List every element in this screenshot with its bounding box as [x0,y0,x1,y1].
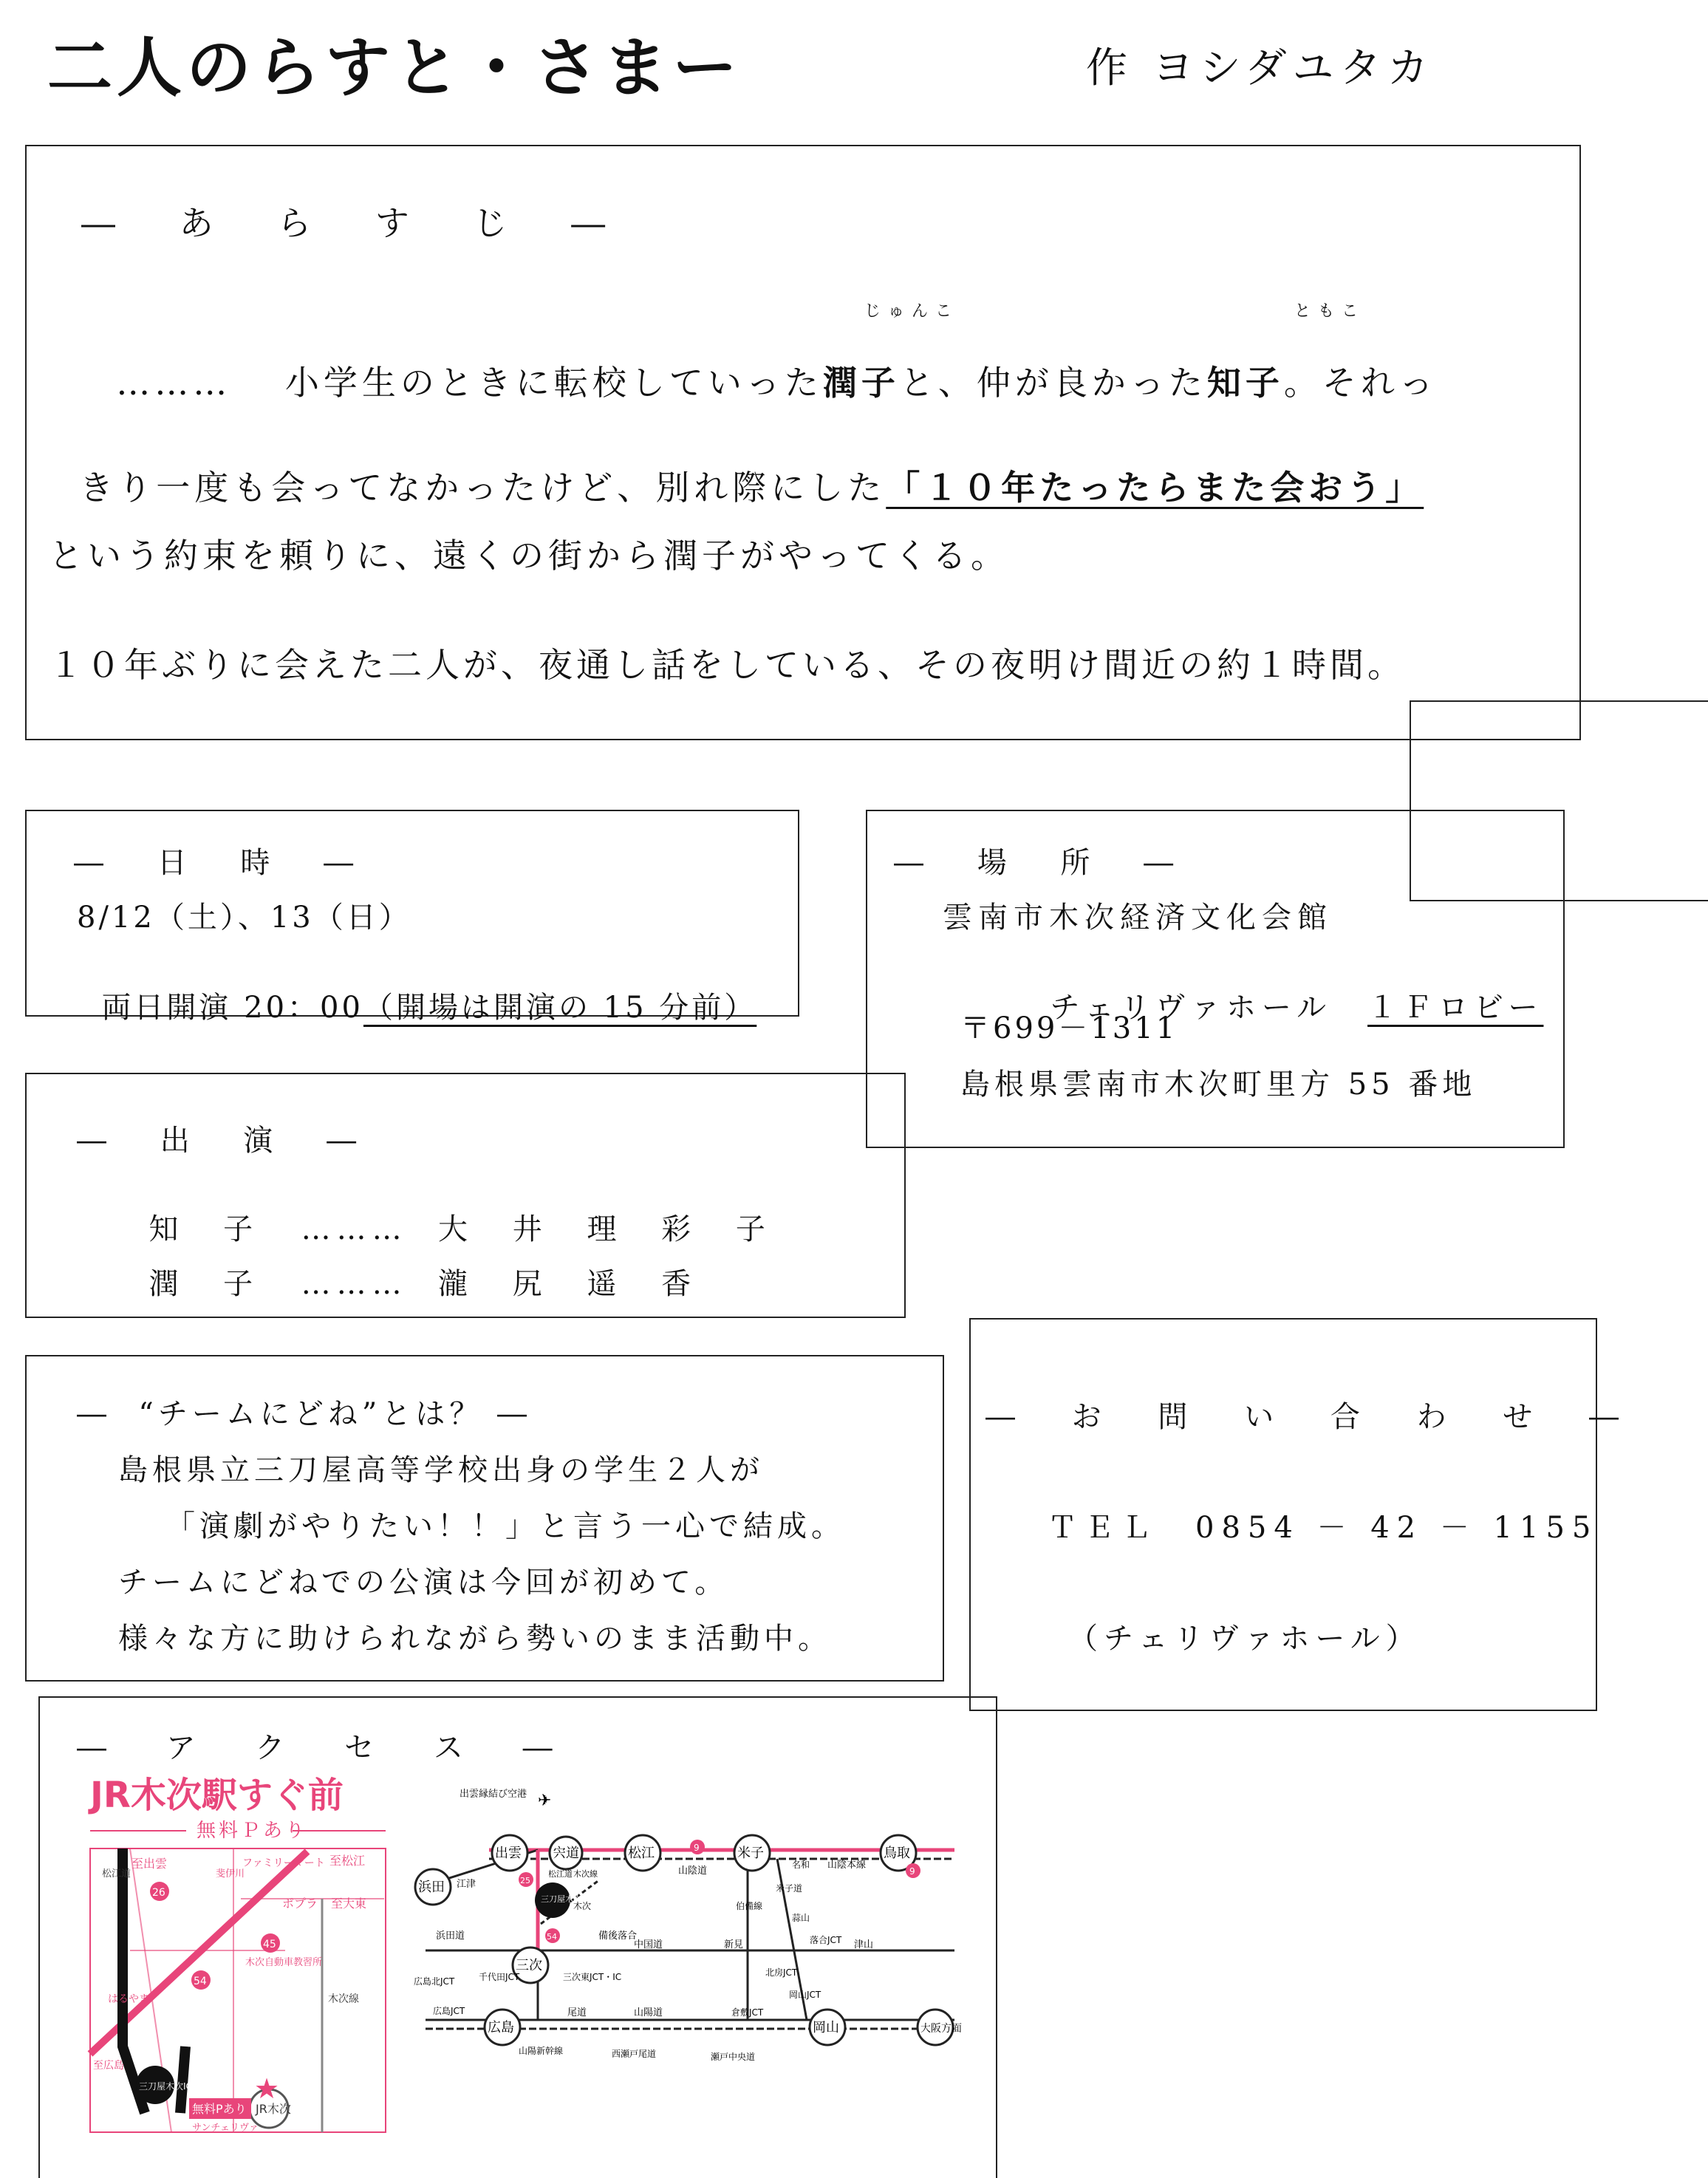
map-label: 斐伊川 [216,1868,245,1880]
synopsis-heading: ― あ ら す じ ― [81,203,632,243]
map-label: 江津 [457,1879,476,1890]
map-label: 米子道 [776,1883,803,1894]
map-label: 伯備線 [736,1901,763,1911]
dots: ……… [301,1212,408,1246]
map-label: 岡山JCT [789,1990,821,2000]
map-label: 至広島 [93,2060,124,2072]
venue-address: 島根県雲南市木次町里方 55 番地 [960,1068,1477,1102]
datetime-time [77,950,756,1026]
map-label: 木次線 [328,1993,359,2005]
contact-heading: ― お 問 い 合 わ せ ― [985,1400,1643,1434]
map-label: 北房JCT [765,1967,798,1978]
map-label: 木次自動車教習所 [245,1957,323,1968]
team-line: 島根県立三刀屋高等学校出身の学生２人が [118,1453,764,1487]
team-line: チームにどねでの公演は今回が初めて。 [118,1566,729,1600]
map-label: 三刀屋木次IC [139,2081,192,2092]
datetime-doors: （開場は開演の 15 分前） [363,991,757,1025]
map-label: 西瀬戸尾道 [612,2049,657,2059]
map-label: 倉敷JCT [731,2007,764,2018]
map-label: JR木次 [256,2102,291,2116]
venue-hall-name: チェリヴァホール [1050,991,1333,1025]
route-sign: 9 [694,1843,700,1853]
station-label: 三刀屋木次 [541,1894,581,1904]
map-label: 木次 [573,1901,592,1911]
cast-role: 知 子 [148,1212,271,1246]
map-label: 木次線 [573,1869,598,1879]
name-tomoko: 知子 [1206,363,1284,403]
map-label: 広島北JCT [414,1976,455,1987]
airplane-icon: ✈ [538,1792,552,1810]
synopsis-text-1c: 。それっ [1283,363,1438,403]
map-label: 尾道 [567,2007,587,2018]
synopsis-text-1a: 小学生のときに転校していった [284,363,823,403]
map-label: 中国道 [634,1939,663,1950]
page-title: 二人のらすと・さまー [47,30,742,106]
ruby-tomoko: ともこ [1294,302,1366,321]
station-label: 松江 [628,1846,655,1861]
datetime-date: 8/12（土）、13（日） [77,901,411,935]
route-sign: 25 [520,1876,530,1885]
station-label: 鳥取 [884,1846,910,1861]
map-label: 名和 [792,1860,810,1870]
datetime-heading: ― 日 時 ― [74,846,376,880]
map-label: 山陽新幹線 [519,2046,564,2056]
map-label: 無料Pあり [192,2102,247,2116]
map-label: 津山 [854,1939,874,1950]
map-label: 備後落合 [598,1930,638,1942]
map-label: ファミリーマート [242,1857,325,1869]
map-label: 落合JCT [810,1935,842,1945]
venue-heading: ― 場 所 ― [894,846,1196,880]
map-label: 出雲縁結び空港 [460,1789,527,1800]
contact-tel: ＴＥＬ 0854 － 42 － 1155 [1048,1511,1599,1545]
map-label: 浜田道 [436,1930,465,1942]
route-sign: 26 [152,1887,165,1899]
cast-actor: 瀧 尻 遥 香 [438,1267,709,1301]
route-sign: 54 [194,1976,207,1987]
venue-name: 雲南市木次経済文化会館 [943,901,1333,935]
cast-actor: 大 井 理 彩 子 [438,1212,783,1246]
map-label: 三次東JCT・IC [563,1972,622,1982]
map-label: 松江道 [102,1868,131,1880]
map-label: 蒜山 [792,1913,810,1923]
route-map [408,1776,969,2123]
local-map [86,1766,392,2135]
station-label: 岡山 [813,2020,839,2035]
map-label: ポプラ [282,1897,318,1911]
synopsis-text-2a: きり一度も会ってなかったけど、別れ際にした [79,468,887,508]
ruby-junko: じゅんこ [864,302,960,321]
station-label: 大阪方面 [920,2023,962,2035]
station-label: 出雲 [495,1846,522,1861]
station-label: 米子 [737,1846,764,1861]
map-banner: JR木次駅すぐ前 [90,1775,344,1816]
route-sign: 9 [909,1866,915,1877]
team-heading: ― “チームにどね”とは？ ― [77,1397,532,1431]
map-label: 瀬戸中央道 [711,2052,756,2062]
synopsis-line-4: １０年ぶりに会えた二人が、夜通し話をしている、その夜明け間近の約１時間。 [49,645,1405,685]
venue-floor: １Ｆロビー [1367,991,1544,1025]
map-label: 山陰道 [678,1865,708,1877]
map-label: 至大東 [331,1897,367,1911]
route-sign: 54 [547,1932,557,1942]
cast-row [118,1226,708,1303]
station-label: 宍道 [553,1846,579,1861]
cast-heading: ― 出 演 ― [77,1124,379,1158]
contact-note: （チェリヴァホール） [1068,1622,1421,1656]
name-junko: 潤子 [822,363,900,403]
map-label: 千代田JCT [479,1972,520,1982]
route-sign: 45 [263,1939,276,1950]
station-label: 三次 [516,1958,542,1973]
access-heading: ― ア ク セ ス ― [77,1731,578,1765]
venue-postal: 〒699－1311 [960,1011,1178,1045]
map-label: 松江道 [548,1869,573,1879]
synopsis-line-3: という約束を頼りに、遠くの街から潤子がやってくる。 [49,536,1009,576]
map-label: 山陰本線 [827,1860,867,1871]
synopsis-line-2 [49,421,1424,510]
promise-quote: 「１０年たったらまた会おう」 [886,468,1424,508]
station-label: 広島 [488,2020,514,2035]
dots: ……… [116,363,232,403]
synopsis-text-1b: と、仲が良かった [899,363,1207,403]
team-line: 様々な方に助けられながら勢いのまま活動中。 [118,1622,832,1656]
map-label: サンチェリヴァ [192,2123,259,2134]
map-parking-note: 無料Ｐあり [197,1820,308,1842]
team-line: 「演劇がやりたい！！」と言う一心で結成。 [165,1509,845,1543]
map-label: 広島JCT [433,2006,465,2016]
author: 作 ヨシダユタカ [1086,44,1435,92]
dots: ……… [301,1267,408,1301]
synopsis-line-1 [86,316,1438,405]
map-label: 山陽道 [634,2007,663,2018]
cast-role: 潤 子 [148,1267,271,1301]
map-label: はるやま [108,1993,149,2005]
map-label: 至松江 [329,1854,366,1868]
map-label: 至出雲 [131,1857,168,1871]
datetime-time-main: 両日開演 20：00 [101,991,363,1025]
star-icon: ★ [254,2072,280,2105]
map-label: 新見 [724,1939,744,1950]
station-label: 浜田 [418,1880,445,1895]
